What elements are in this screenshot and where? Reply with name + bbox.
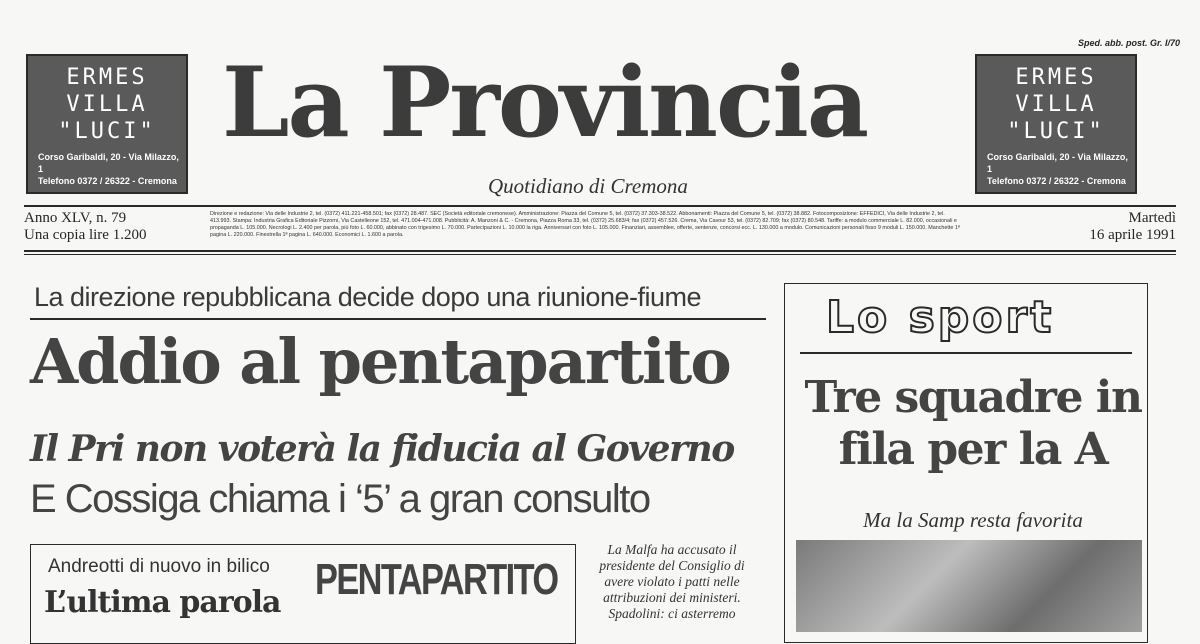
- main-deck-1: Il Pri non voterà la fiducia al Governo: [30, 428, 734, 470]
- sport-photo: [796, 540, 1142, 632]
- issue-date: [1089, 210, 1176, 244]
- weekday: Martedì: [1128, 210, 1176, 226]
- ad-line-1: ERMES: [1015, 65, 1097, 90]
- issue-number: Anno XLV, n. 79: [24, 210, 127, 226]
- issue-price: Una copia lire 1.200: [24, 227, 147, 243]
- kicker-rule: [30, 318, 766, 320]
- ad-line-3: "LUCI": [58, 119, 156, 144]
- ad-phone: Telefono 0372 / 26322 - Cremona: [987, 176, 1126, 186]
- ad-address: Corso Garibaldi, 20 - Via Milazzo, 1: [987, 152, 1128, 174]
- imprint-text: Direzione e redazione: Via delle Industrie 2, tel. (0372) 411.221-458.501; fax (0372) 28.487. SEC (Società editoriale cremonese). Amministrazione: Piazza del Comune 5, tel. (0372) 37.303-38.522. Abbonamenti: Piazza del Comune 5, tel. (0372) 38.882. Fotocomposizione: EFFEDICI, Via delle Industrie 2, tel. 413.993. Stampa: Industria Grafica Editoriale Pizzorni, Via Castelleone 152, tel. 471.004-471.008. Pubblicità: A. Manzoni & C. - Cremona, Piazza Roma 33, tel. (0372) 25.683/4; fax (0372) 457.526. Crema, Via Cavour 53, tel. (0372) 82.709; fax (0372) 80.548. Tariffe: a modulo commerciale L. 82.000, occasionali e propaganda L. 105.000. Necrologi L. 2.400 per parola, più foto L. 60.000, abbinato con trigesimo L. 70.000. Partecipazioni L. 10.000 la riga. Anniversari con foto L. 105.000. Finanziari, assemblee, offerte, sentenze, concorsi ecc. L. 130.000 a modulo. Comunicazioni personali fisso 9 moduli L. 150.000. Manchette 1ª pagina L. 220.000. Finestrella 1ª pagina L. 640.000. Economici L. 1.600 a parola.: [210, 211, 960, 238]
- issue-info: [24, 210, 146, 244]
- sport-header-rule: [800, 352, 1132, 354]
- sport-subhead: Ma la Samp resta favorita: [863, 508, 1083, 532]
- date: 16 aprile 1991: [1089, 227, 1176, 243]
- main-deck-2: E Cossiga chiama i ‘5’ a gran consulto: [30, 477, 650, 521]
- sport-header: Lo sport: [826, 292, 1055, 343]
- box-kicker: Andreotti di nuovo in bilico: [48, 556, 270, 577]
- pentapartito-graphic: PENTAPARTITO: [315, 555, 558, 604]
- ad-line-1: ERMES: [66, 65, 148, 90]
- ad-line-3: "LUCI": [1007, 119, 1105, 144]
- left-ear-ad: [26, 54, 188, 194]
- masthead-rule-top: [24, 205, 1176, 207]
- masthead-rule-bottom: [24, 250, 1176, 252]
- box-headline: L’ultima parola: [44, 585, 281, 620]
- masthead-rule-thin: [24, 254, 1176, 255]
- masthead-subtitle: Quotidiano di Cremona: [488, 174, 688, 198]
- ad-line-2: VILLA: [1015, 92, 1097, 117]
- side-caption: La Malfa ha accusato il presidente del Consiglio di avere violato i patti nelle attribuzioni dei ministeri. Spadolini: ci asterremo: [599, 542, 745, 621]
- ad-phone: Telefono 0372 / 26322 - Cremona: [38, 176, 177, 186]
- main-headline: Addio al pentapartito: [30, 325, 730, 398]
- main-kicker: La direzione repubblicana decide dopo una riunione-fiume: [34, 282, 701, 312]
- right-ear-ad: [975, 54, 1137, 194]
- sport-headline: Tre squadre in fila per la A: [804, 372, 1142, 475]
- ad-line-2: VILLA: [66, 92, 148, 117]
- postal-note: Sped. abb. post. Gr. I/70: [1077, 38, 1180, 48]
- masthead: La Provincia: [222, 46, 868, 159]
- ad-address: Corso Garibaldi, 20 - Via Milazzo, 1: [38, 152, 179, 174]
